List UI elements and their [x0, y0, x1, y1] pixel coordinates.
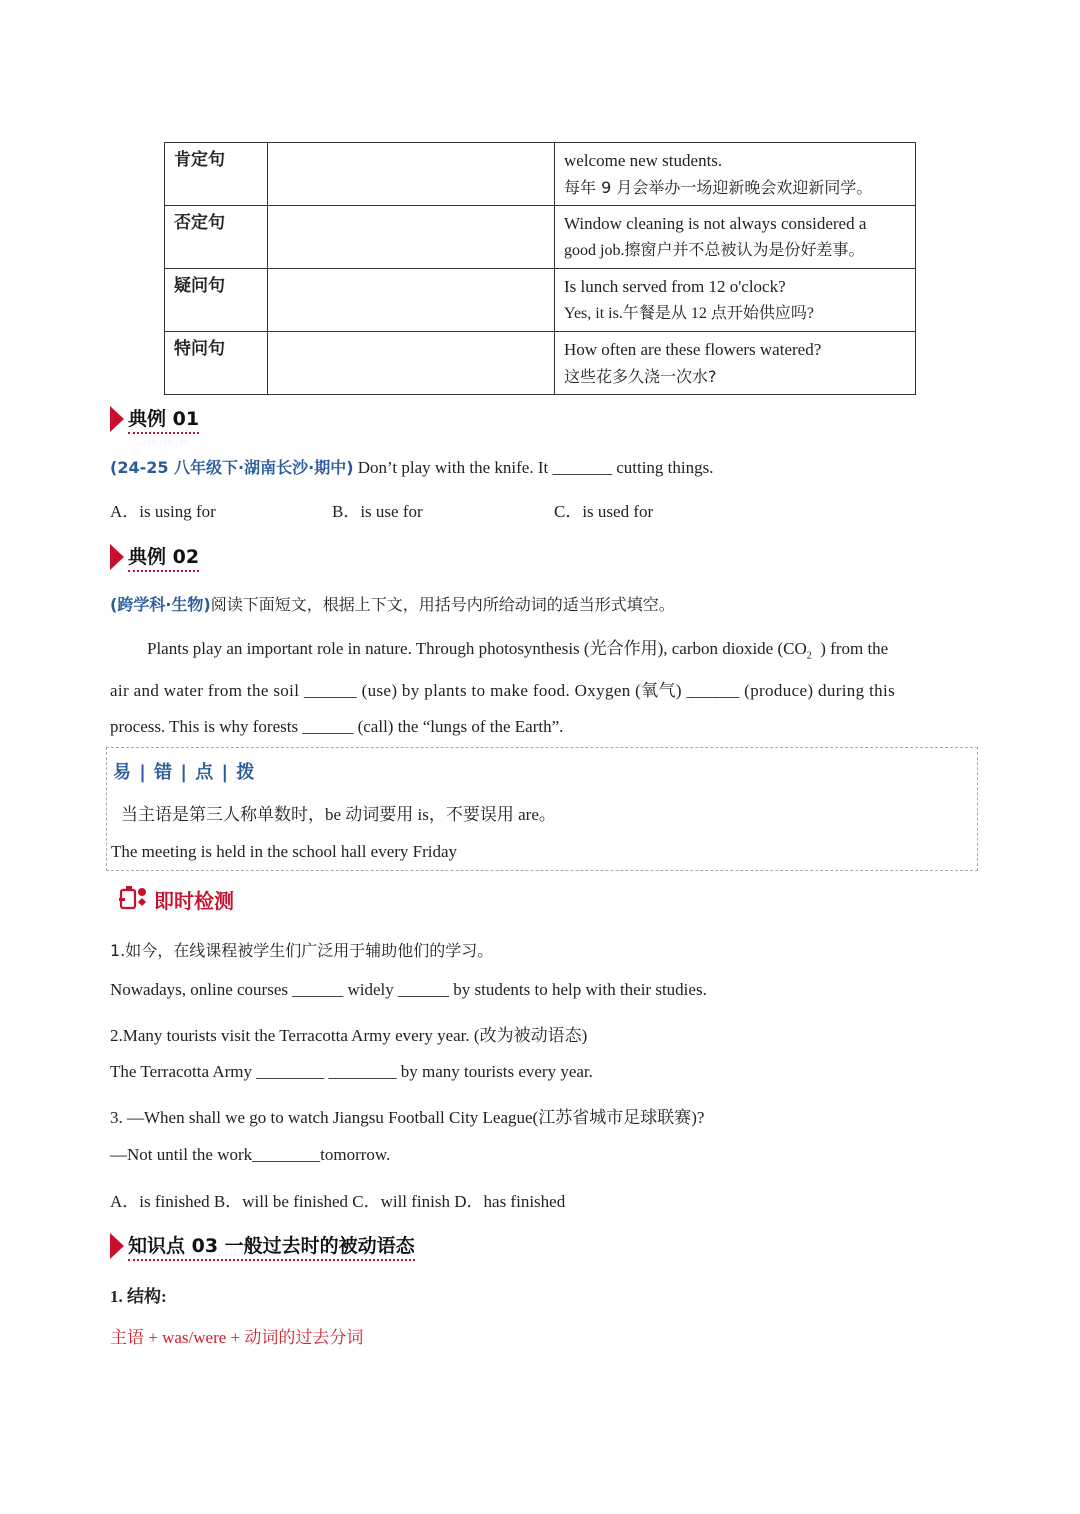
arrow-icon [110, 406, 124, 432]
example1-question-text: Don’t play with the knife. It _______ cutting things. [357, 458, 714, 477]
empty-cell [268, 332, 555, 395]
check-icon [118, 884, 150, 914]
row-label: 否定句 [165, 206, 268, 269]
example1-question [110, 455, 714, 478]
example-line: 这些花多久浇一次水? [564, 367, 717, 386]
example-cell [555, 206, 916, 269]
arrow-icon [110, 544, 124, 570]
subscript: 2 [806, 650, 812, 662]
passage-line-1 [147, 634, 888, 661]
arrow-icon [110, 1233, 124, 1259]
q1-text: 1.如今，在线课程被学生们广泛用于辅助他们的学习。 [110, 941, 494, 960]
empty-cell [268, 143, 555, 206]
example1-heading [110, 404, 199, 434]
passage-text: Plants play an important role in nature. Through photosynthesis (光合作用), carbon dioxide (CO [147, 639, 807, 658]
example-line: How often are these flowers watered? [564, 340, 822, 359]
empty-cell [268, 269, 555, 332]
q2-text: 2.Many tourists visit the Terracotta Army every year. (改为被动语态) [110, 1026, 588, 1045]
check-title: 即时检测 [154, 888, 234, 913]
example2-instruction: 阅读下面短文，根据上下文，用括号内所给动词的适当形式填空。 [210, 595, 675, 614]
tip-line-2: The meeting is held in the school hall every Friday [111, 842, 458, 861]
option-a[interactable]: A．is using for [110, 502, 216, 521]
grammar-table [164, 142, 916, 395]
kp3-title: 知识点 03 一般过去时的被动语态 [128, 1231, 415, 1261]
example2-source: (跨学科·生物) [110, 595, 211, 614]
example2-heading [110, 542, 199, 572]
example1-source: (24-25 八年级下·湖南长沙·期中) [110, 458, 354, 477]
table-row [165, 332, 916, 395]
option-b[interactable]: B．is use for [332, 502, 423, 521]
example-line: welcome new students. [564, 151, 723, 170]
q2-answer-line: The Terracotta Army ________ ________ by many tourists every year. [110, 1062, 593, 1081]
example-cell [555, 143, 916, 206]
example-line: Window cleaning is not always considered a [564, 214, 867, 233]
row-label: 特问句 [165, 332, 268, 395]
option-c[interactable]: C．is used for [554, 502, 654, 521]
example-cell [555, 269, 916, 332]
structure-formula: 主语 + was/were + 动词的过去分词 [110, 1328, 364, 1347]
example-line: 每年 9 月会举办一场迎新晚会欢迎新同学。 [564, 178, 873, 197]
check-heading [118, 884, 234, 914]
q3-line-b: —Not until the work________tomorrow. [110, 1145, 391, 1164]
passage-text: ) from the [820, 639, 889, 658]
kp3-heading [110, 1231, 415, 1261]
q3-text: 3. —When shall we go to watch Jiangsu Football City League(江苏省城市足球联赛)? [110, 1108, 705, 1127]
example-line: Is lunch served from 12 o'clock? [564, 277, 786, 296]
q3-options[interactable]: A．is finished B．will be finished C．will finish D．has finished [110, 1192, 566, 1211]
q1-english: Nowadays, online courses ______ widely ______ by students to help with their studies. [110, 980, 707, 999]
tip-line-1: 当主语是第三人称单数时，be 动词要用 is，不要误用 are。 [121, 805, 556, 824]
example2-title: 典例 02 [128, 542, 199, 572]
passage-line-2: air and water from the soil ______ (use) by plants to make food. Oxygen (氧气) ______ (produce) during this [110, 681, 896, 700]
tip-box [106, 747, 978, 871]
tip-title: 易 | 错 | 点 | 拨 [113, 762, 256, 783]
example-line: good job.擦窗户并不总被认为是份好差事。 [564, 242, 865, 259]
table-row [165, 269, 916, 332]
example2-instruction-line [110, 592, 675, 615]
example-cell [555, 332, 916, 395]
table-row [165, 206, 916, 269]
empty-cell [268, 206, 555, 269]
table-row [165, 143, 916, 206]
row-label: 疑问句 [165, 269, 268, 332]
passage-line-3: process. This is why forests ______ (call) the “lungs of the Earth”. [110, 717, 564, 736]
row-label: 肯定句 [165, 143, 268, 206]
example-line: Yes, it is.午餐是从 12 点开始供应吗? [564, 305, 814, 322]
structure-label: 1. 结构: [110, 1287, 167, 1306]
example1-title: 典例 01 [128, 404, 199, 434]
